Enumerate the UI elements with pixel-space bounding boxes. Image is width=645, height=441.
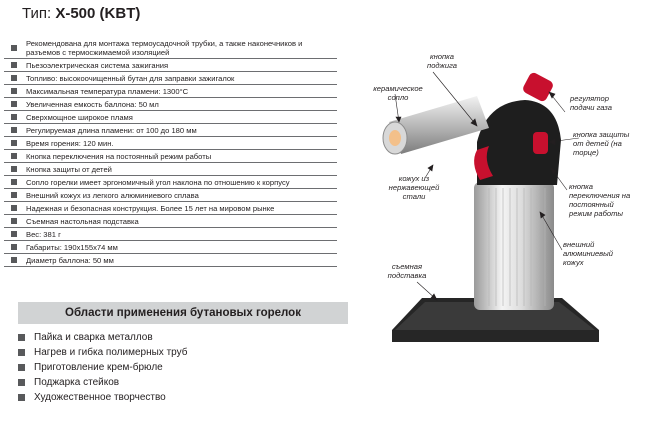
feature-text: Съемная настольная подставка — [26, 216, 139, 226]
bullet-icon — [11, 45, 17, 51]
application-item — [18, 390, 187, 405]
application-text: Нагрев и гибка полимерных труб — [34, 347, 188, 358]
feature-item — [4, 189, 337, 202]
bullet-icon — [18, 364, 25, 371]
feature-text: Рекомендована для монтажа термоусадочной трубки, а также наконечников и разъемов с термосжимаемой изоляцией — [26, 38, 303, 57]
label-child-lock: кнопка защиты от детей (на торце) — [573, 130, 630, 157]
application-text: Художественное творчество — [34, 392, 166, 403]
feature-item — [4, 163, 337, 176]
application-text: Приготовление крем-брюле — [34, 362, 163, 373]
feature-item — [4, 254, 337, 267]
bullet-icon — [11, 231, 17, 237]
aluminum-shell — [474, 182, 554, 310]
torch-illustration — [337, 30, 637, 410]
bullet-icon — [11, 257, 17, 263]
application-text: Поджарка стейков — [34, 377, 120, 388]
feature-text: Сопло горелки имеет эргономичный угол наклона по отношению к корпусу — [26, 177, 290, 187]
bullet-icon — [11, 127, 17, 133]
bullet-icon — [11, 166, 17, 172]
bullet-icon — [11, 75, 17, 81]
title-prefix: Тип: — [22, 5, 56, 22]
feature-item — [4, 85, 337, 98]
feature-text: Кнопка защиты от детей — [26, 164, 112, 174]
feature-item — [4, 137, 337, 150]
bullet-icon — [11, 218, 17, 224]
bullet-icon — [11, 205, 17, 211]
application-item — [18, 345, 187, 360]
feature-text: Пьезоэлектрическая система зажигания — [26, 60, 169, 70]
feature-text: Габариты: 190х155х74 мм — [26, 242, 118, 252]
feature-text: Увеличенная емкость баллона: 50 мл — [26, 99, 159, 109]
ceramic-nozzle — [383, 96, 489, 154]
feature-item — [4, 72, 337, 85]
feature-item — [4, 59, 337, 72]
label-constant-mode: кнопка переключения на постоянный режим работы — [569, 182, 631, 218]
label-aluminum-shell: внешний алюминиевый кожух — [563, 240, 613, 267]
bullet-icon — [18, 349, 25, 356]
applications-list — [18, 330, 187, 405]
bullet-icon — [11, 62, 17, 68]
bullet-icon — [11, 179, 17, 185]
model-name: X-500 (KBT) — [55, 5, 141, 22]
label-stand: съемная подставка — [387, 262, 427, 280]
bullet-icon — [18, 379, 25, 386]
feature-text: Надежная и безопасная конструкция. Более 15 лет на мировом рынке — [26, 203, 275, 213]
feature-item — [4, 215, 337, 228]
feature-item — [4, 176, 337, 189]
feature-text: Регулируемая длина пламени: от 100 до 180 мм — [26, 125, 197, 135]
bullet-icon — [11, 140, 17, 146]
feature-list — [4, 37, 337, 267]
label-gas-regulator: регулятор подачи газа — [570, 94, 612, 112]
bullet-icon — [18, 394, 25, 401]
application-item — [18, 330, 187, 345]
feature-text: Диаметр баллона: 50 мм — [26, 255, 114, 265]
feature-text: Время горения: 120 мин. — [26, 138, 114, 148]
feature-item — [4, 111, 337, 124]
label-ignition: кнопка поджига — [427, 52, 457, 70]
feature-item — [4, 228, 337, 241]
bullet-icon — [11, 192, 17, 198]
application-item — [18, 360, 187, 375]
feature-item — [4, 98, 337, 111]
bullet-icon — [11, 244, 17, 250]
bullet-icon — [11, 88, 17, 94]
bullet-icon — [11, 101, 17, 107]
feature-text: Сверхмощное широкое пламя — [26, 112, 133, 122]
feature-item — [4, 37, 337, 59]
bullet-icon — [11, 153, 17, 159]
feature-text: Кнопка переключения на постоянный режим работы — [26, 151, 212, 161]
feature-text: Вес: 381 г — [26, 229, 61, 239]
feature-item — [4, 241, 337, 254]
application-item — [18, 375, 187, 390]
feature-item — [4, 202, 337, 215]
feature-text: Внешний кожух из легкого алюминиевого сплава — [26, 190, 199, 200]
feature-text: Топливо: высокоочищенный бутан для заправки зажигалок — [26, 73, 235, 83]
product-title — [22, 5, 140, 22]
label-nozzle: керамическое сопло — [373, 84, 423, 102]
application-text: Пайка и сварка металлов — [34, 332, 153, 343]
applications-header: Области применения бутановых горелок — [18, 302, 348, 324]
bullet-icon — [11, 114, 17, 120]
label-steel-shell: кожух из нержавеющей стали — [388, 174, 440, 201]
feature-text: Максимальная температура пламени: 1300°С — [26, 86, 189, 96]
bullet-icon — [18, 334, 25, 341]
feature-item — [4, 150, 337, 163]
feature-item — [4, 124, 337, 137]
